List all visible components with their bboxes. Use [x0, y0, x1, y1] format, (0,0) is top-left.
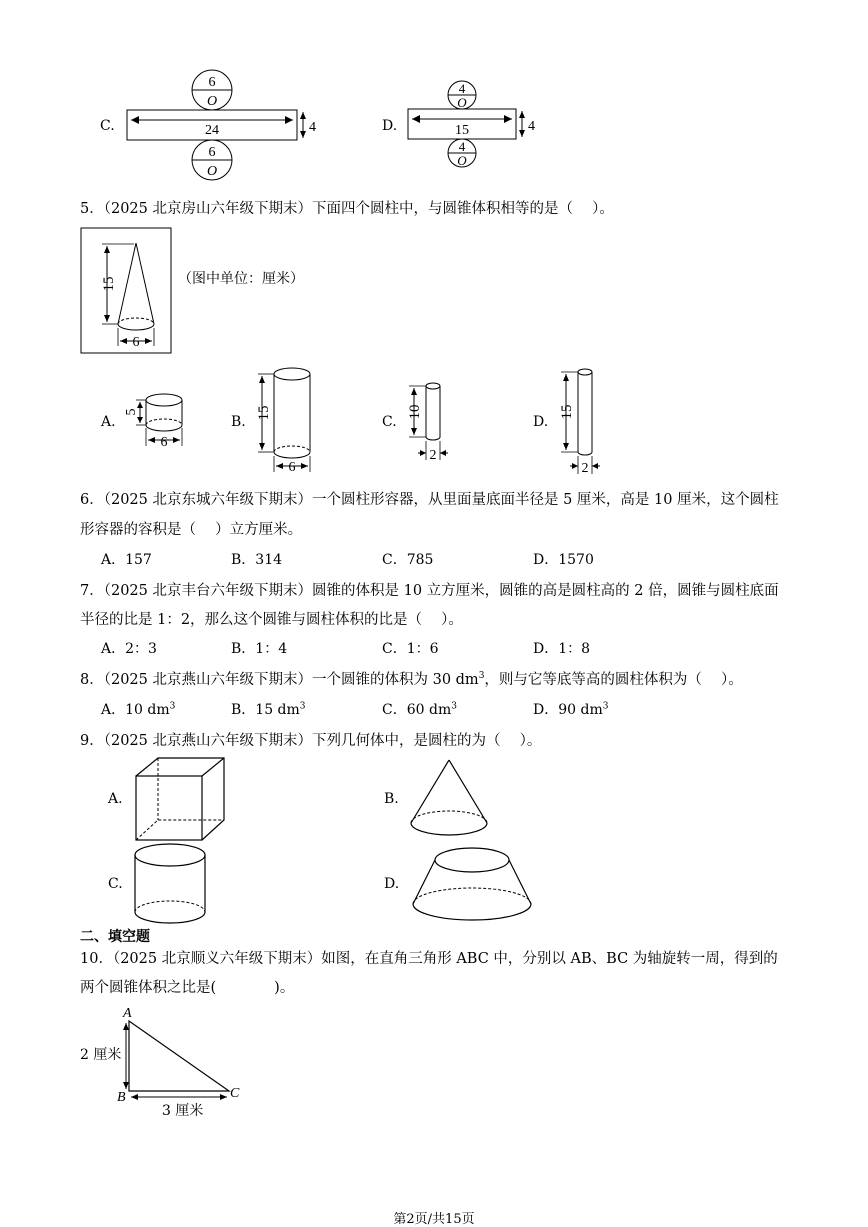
svg-text:O: O	[457, 153, 467, 168]
q7-line2: 半径的比是 1：2，那么这个圆锥与圆柱体积的比是（ ）。	[80, 612, 463, 628]
q9-option-b-label: B.	[384, 791, 399, 807]
q4-option-c-label: C.	[100, 118, 115, 134]
q5-unit-note: （图中单位：厘米）	[178, 271, 304, 287]
svg-text:4: 4	[309, 120, 316, 135]
q5-option-b-label: B.	[231, 414, 246, 430]
q10-bc-length-label: 3 厘米	[162, 1103, 204, 1119]
q7-option-d: D．1：8	[533, 641, 591, 657]
q7-line1: 7．（2025 北京丰台六年级下期末）圆锥的体积是 10 立方厘米，圆锥的高是圆柱高的 2 倍，圆锥与圆柱底面	[80, 583, 779, 599]
svg-text:O: O	[206, 94, 218, 109]
q7-option-c: C．1：6	[382, 641, 439, 657]
page-number: 第2页/共15页	[393, 1212, 475, 1227]
q9-option-a-label: A.	[108, 791, 123, 807]
q8-option-a: A．10 $dm^3$	[101, 701, 176, 718]
q9-option-d-label: D.	[384, 876, 400, 892]
q5-option-c-label: C.	[382, 414, 397, 430]
q6-line1: 6．（2025 北京东城六年级下期末）一个圆柱形容器，从里面量底面半径是 5 厘米，高是 10 厘米，这个圆柱	[80, 492, 779, 508]
q8-text: 8．（2025 北京燕山六年级下期末）一个圆锥的体积为 30 $dm^3$，则与它等底等高的圆柱体积为（ ）。	[80, 671, 743, 688]
svg-text:4: 4	[458, 81, 466, 96]
q5-option-d-label: D.	[533, 414, 549, 430]
q5-text: 5．（2025 北京房山六年级下期末）下面四个圆柱中，与圆锥体积相等的是（ ）。	[80, 201, 614, 217]
q4-option-d-label: D.	[382, 118, 398, 134]
svg-text:15: 15	[559, 404, 575, 420]
section-title-fill-in: 二、填空题	[80, 929, 150, 945]
svg-text:A: A	[123, 1006, 132, 1021]
svg-text:15: 15	[101, 276, 117, 292]
svg-text:2: 2	[581, 461, 589, 476]
q10-line2: 两个圆锥体积之比是( )。	[80, 980, 295, 996]
q7-option-a: A．2：3	[101, 641, 157, 657]
q6-option-d: D．1570	[533, 552, 594, 568]
q5-option-a-label: A.	[101, 414, 116, 430]
q8-option-c: C．60 $dm^3$	[382, 701, 457, 718]
q8-option-b: B．15 $dm^3$	[231, 701, 306, 718]
svg-text:6: 6	[132, 335, 140, 350]
q6-line2: 形容器的容积是（ ）立方厘米。	[80, 522, 303, 538]
q6-option-b: B．314	[231, 552, 283, 568]
q8-option-d: D．90 $dm^3$	[533, 701, 609, 718]
svg-text:24: 24	[205, 123, 219, 138]
svg-text:4: 4	[528, 119, 535, 134]
svg-text:O: O	[206, 164, 218, 179]
svg-text:O: O	[457, 95, 467, 110]
q6-option-a: A．157	[101, 552, 152, 568]
svg-text:6: 6	[160, 435, 168, 450]
q10-line1: 10．（2025 北京顺义六年级下期末）如图，在直角三角形 ABC 中，分别以 AB、BC 为轴旋转一周，得到的	[80, 951, 778, 967]
svg-text:2: 2	[429, 448, 437, 463]
svg-text:6: 6	[288, 460, 296, 475]
svg-text:4: 4	[458, 139, 466, 154]
svg-text:6: 6	[208, 145, 216, 160]
svg-text:5: 5	[124, 408, 139, 416]
q9-text: 9．（2025 北京燕山六年级下期末）下列几何体中，是圆柱的为（ ）。	[80, 733, 542, 749]
svg-text:15: 15	[455, 123, 469, 138]
svg-text:B: B	[117, 1090, 126, 1105]
svg-text:C: C	[230, 1086, 240, 1101]
q9-option-c-label: C.	[108, 876, 123, 892]
svg-text:15: 15	[256, 405, 272, 421]
svg-text:6: 6	[208, 75, 216, 90]
q7-option-b: B．1：4	[231, 641, 288, 657]
svg-text:10: 10	[407, 404, 423, 420]
q10-ab-length-label: 2 厘米	[80, 1047, 122, 1063]
q6-option-c: C．785	[382, 552, 434, 568]
